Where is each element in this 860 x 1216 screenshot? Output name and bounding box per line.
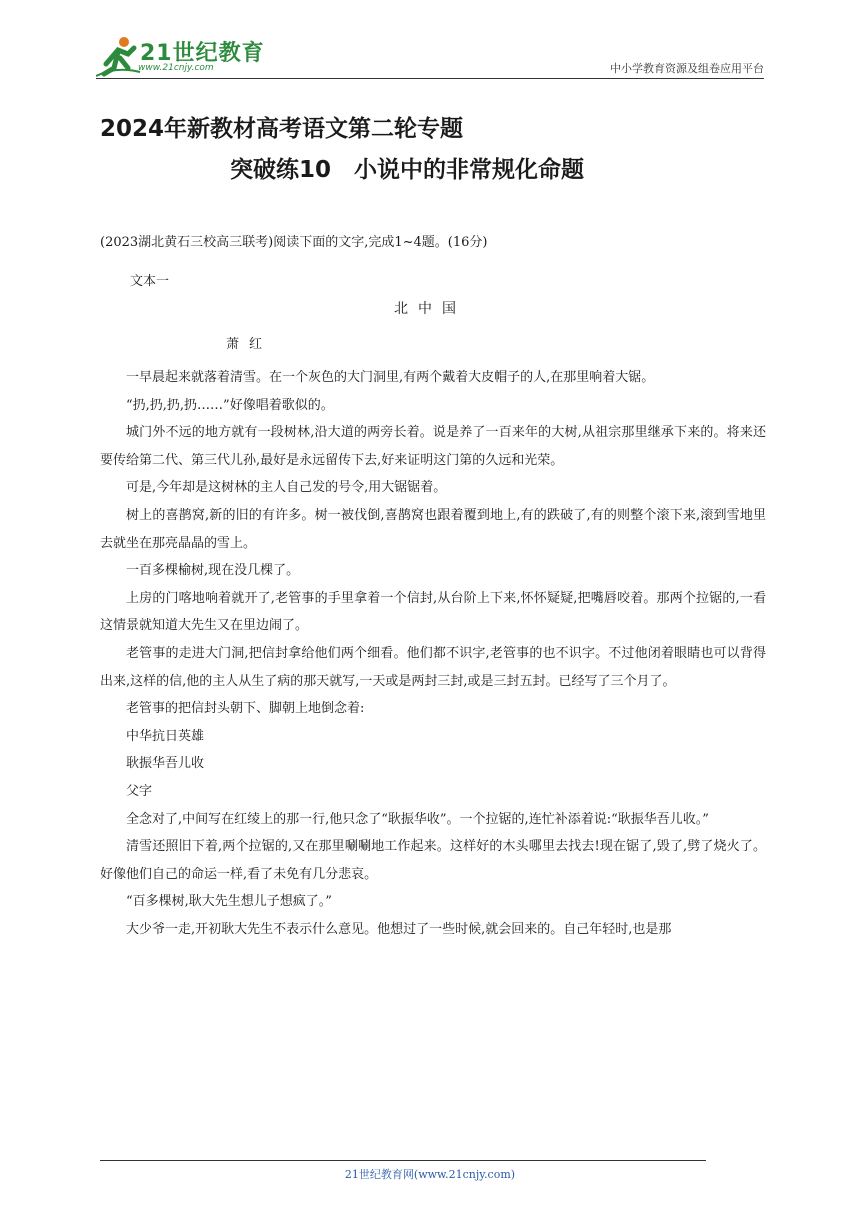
paragraph: 可是,今年却是这树林的主人自己发的号令,用大锯锯着。 — [126, 480, 447, 496]
header-divider — [96, 78, 764, 79]
question-source: (2023湖北黄石三校高三联考)阅读下面的文字,完成1~4题。(16分) — [100, 235, 488, 250]
page-title-line2: 突破练10 小说中的非常规化命题 — [230, 157, 585, 183]
logo-url: www.21cnjy.com — [138, 63, 214, 73]
platform-name: 中小学教育资源及组卷应用平台 — [610, 62, 764, 75]
paragraph: 一早晨起来就落着清雪。在一个灰色的大门洞里,有两个戴着大皮帽子的人,在那里响着大锯。 — [126, 370, 655, 385]
page-title-line1: 2024年新教材高考语文第二轮专题 — [100, 116, 464, 142]
story-body — [100, 364, 766, 943]
paragraph: 城门外不远的地方就有一段树林,沿大道的两旁长着。说是养了一百来年的大树,从祖宗那里继承下来的。将来还要传给第二代、第三代儿孙,最好是永远留传下去,好来证明这门第的久远和光荣。 — [100, 425, 766, 468]
paragraph: 树上的喜鹊窝,新的旧的有许多。树一被伐倒,喜鹊窝也跟着覆到地上,有的跌破了,有的则整个滚下来,滚到雪地里去就坐在那亮晶晶的雪上。 — [100, 507, 766, 551]
story-author: 萧红 — [226, 337, 273, 352]
site-logo[interactable] — [96, 34, 266, 78]
paragraph: 全念对了,中间写在红绫上的那一行,他只念了“耿振华收”。一个拉锯的,连忙补添着说:“耿振华吾儿收。” — [126, 811, 709, 827]
paragraph: 清雪还照旧下着,两个拉锯的,又在那里唰唰地工作起来。这样好的木头哪里去找去!现在锯了,毁了,劈了烧火了。好像他们自己的命运一样,看了未免有几分悲哀。 — [100, 839, 766, 882]
paragraph: 父字 — [126, 783, 153, 799]
paragraph: 一百多棵榆树,现在没几棵了。 — [126, 563, 300, 579]
paragraph: 老管事的走进大门洞,把信封拿给他们两个细看。他们都不识字,老管事的也不识字。不过他闭着眼睛也可以背得出来,这样的信,他的主人从生了病的那天就写,一天或是两封三封,或是三封五封。已经写了三个月了。 — [100, 645, 766, 689]
story-title: 北中国 — [394, 301, 466, 317]
runner-logo-icon — [96, 34, 142, 78]
paragraph: “百多棵树,耿大先生想儿子想疯了。” — [126, 894, 332, 910]
footer-link[interactable]: 21世纪教育网(www.21cnjy.com) — [344, 1168, 516, 1181]
paragraph: 老管事的把信封头朝下、脚朝上地倒念着: — [126, 701, 365, 717]
paragraph: 中华抗日英雄 — [126, 728, 205, 744]
footer-divider — [100, 1160, 706, 1161]
paragraph: “扔,扔,扔,扔……”好像唱着歌似的。 — [126, 397, 334, 413]
paragraph: 耿振华吾儿收 — [126, 756, 205, 772]
section-label: 文本一 — [130, 274, 170, 289]
paragraph: 上房的门喀地响着就开了,老管事的手里拿着一个信封,从台阶上下来,怀怀疑疑,把嘴唇咬着。那两个拉锯的,一看这情景就知道大先生又在里边闹了。 — [100, 590, 766, 634]
paragraph: 大少爷一走,开初耿大先生不表示什么意见。他想过了一些时候,就会回来的。自己年轻时,也是那 — [126, 921, 672, 937]
page-header — [96, 30, 764, 78]
logo-text: 21世纪教育 — [140, 41, 265, 66]
